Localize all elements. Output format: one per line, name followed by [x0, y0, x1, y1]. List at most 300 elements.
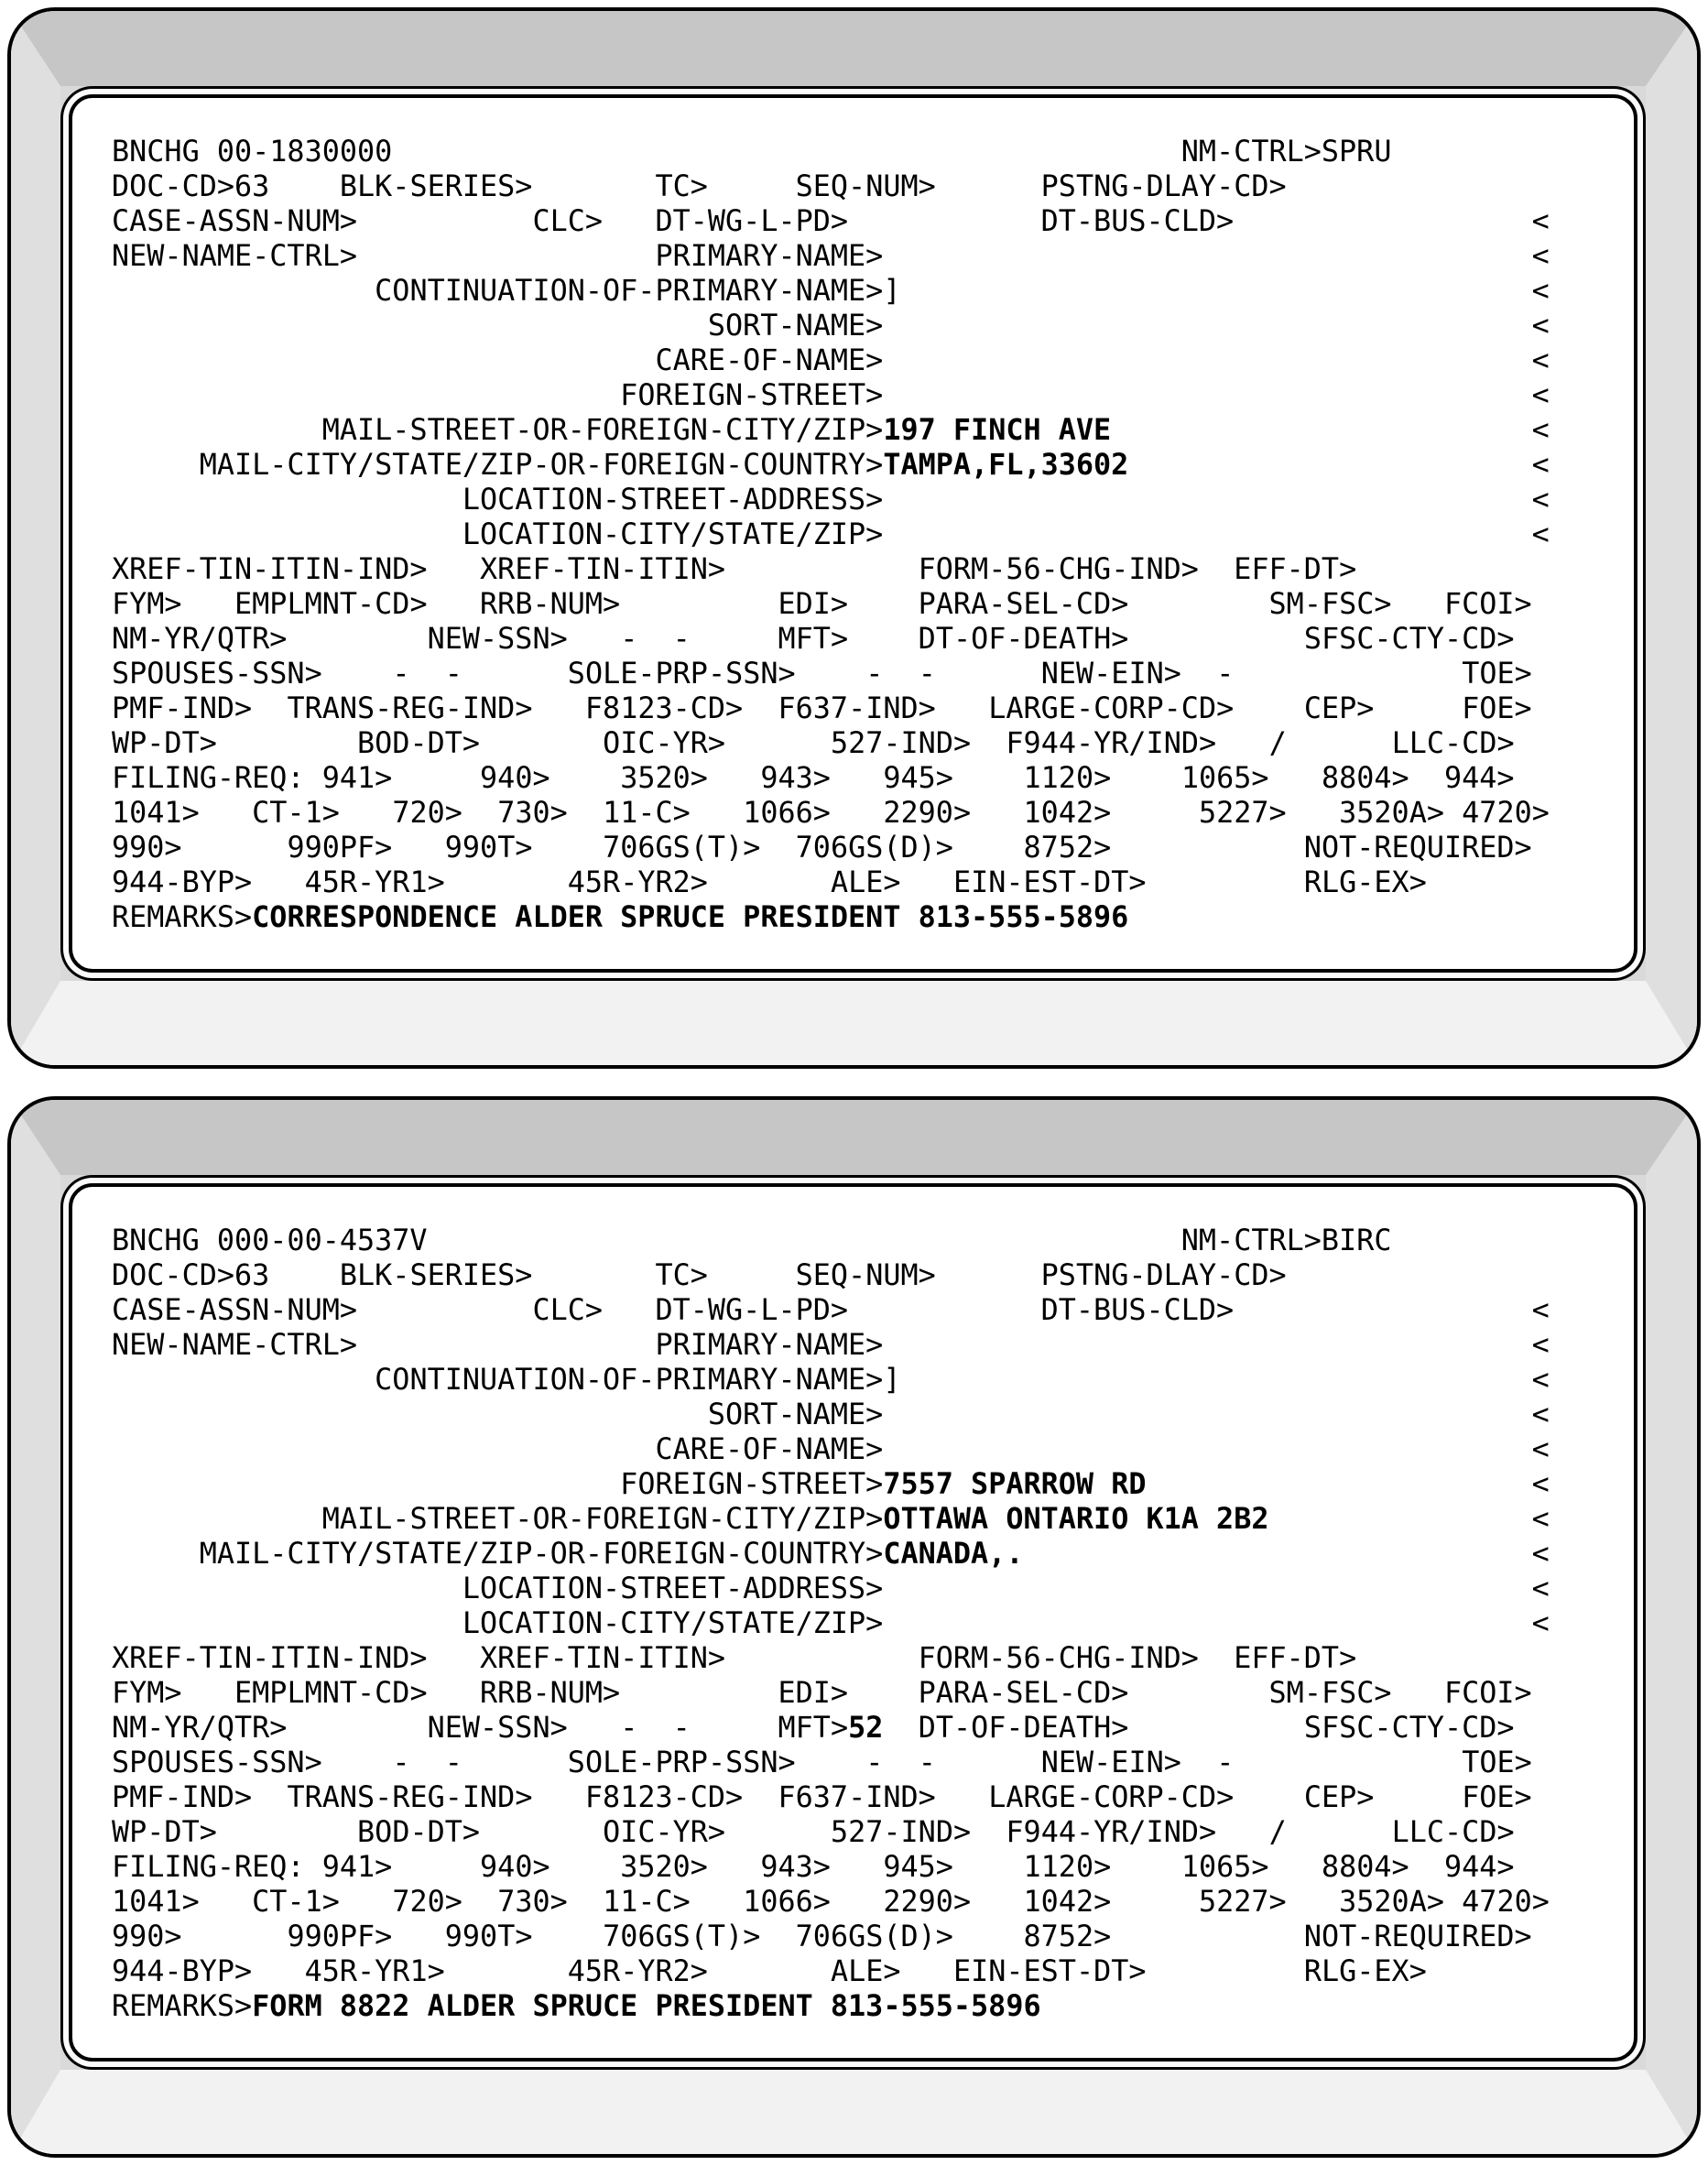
spacer: [532, 1780, 584, 1814]
field-label: ALE>: [830, 865, 901, 899]
field-label: -: [1216, 657, 1235, 691]
field-label: 4720>: [1462, 1885, 1550, 1919]
terminal-line: [112, 204, 1625, 239]
spacer: [708, 1954, 831, 1988]
spacer: [953, 1850, 1024, 1884]
spacer: [637, 1711, 672, 1745]
field-label: 3520>: [620, 1850, 708, 1884]
terminal-line: [112, 831, 1625, 865]
spacer: [1287, 726, 1392, 760]
terminal-line: [112, 1363, 1625, 1398]
spacer: [1128, 1676, 1268, 1710]
field-label: CEP>: [1303, 1780, 1375, 1814]
field-label: LOCATION-STREET-ADDRESS>: [462, 483, 884, 517]
field-label: NOT-REQUIRED>: [1303, 831, 1532, 865]
spacer: [637, 622, 672, 656]
field-label: 941>: [321, 761, 393, 795]
field-label: OIC-YR>: [603, 1815, 726, 1849]
spacer: [182, 1920, 288, 1953]
field-label: SORT-NAME>: [707, 1398, 884, 1431]
field-label: SPOUSES-SSN>: [112, 1746, 322, 1779]
field-label: XREF-TIN-ITIN>: [480, 1641, 726, 1675]
field-label: 2290>: [883, 796, 972, 830]
field-label: REMARKS>: [112, 1989, 253, 2023]
field-label: XREF-TIN-ITIN-IND>: [112, 552, 428, 586]
spacer: [392, 761, 480, 795]
terminal-line: [112, 483, 1625, 517]
spacer: [971, 796, 1023, 830]
terminal-line: [112, 378, 1625, 413]
field-label: <: [1531, 1432, 1550, 1466]
spacer: [603, 204, 655, 238]
spacer: [532, 691, 584, 725]
field-value: 7557 SPARROW RD: [883, 1467, 1147, 1501]
spacer: [112, 378, 620, 412]
field-label: -: [444, 1746, 462, 1779]
spacer: [1287, 796, 1339, 830]
field-label: NEW-EIN>: [1040, 657, 1181, 691]
field-label: BLK-SERIES>: [339, 1258, 533, 1292]
field-label: 1120>: [1023, 761, 1112, 795]
spacer: [725, 726, 831, 760]
spacer: [1199, 1641, 1234, 1675]
terminal-line: [112, 1293, 1625, 1328]
spacer: [1147, 1954, 1304, 1988]
spacer: [1111, 831, 1304, 865]
spacer: [112, 274, 375, 308]
field-label: 1065>: [1180, 761, 1269, 795]
field-label: -: [620, 622, 638, 656]
field-label: 3520A>: [1339, 796, 1444, 830]
terminal-line: [112, 587, 1625, 622]
spacer: [901, 865, 953, 899]
spacer: [883, 657, 918, 691]
spacer: [1269, 761, 1322, 795]
spacer: [760, 1920, 795, 1953]
spacer: [708, 865, 831, 899]
terminal-line: [112, 274, 1625, 309]
spacer: [182, 1676, 234, 1710]
spacer: [708, 1850, 760, 1884]
spacer: [936, 1780, 988, 1814]
spacer: [971, 1885, 1023, 1919]
spacer: [462, 657, 568, 691]
field-label: <: [1531, 1328, 1550, 1362]
spacer: [462, 1746, 568, 1779]
field-label: 8804>: [1321, 761, 1409, 795]
terminal-line: [112, 691, 1625, 726]
field-label: BNCHG 00-1830000: [112, 135, 393, 169]
field-label: -: [1216, 1746, 1235, 1779]
field-label: /: [1268, 726, 1287, 760]
field-label: <: [1531, 1467, 1550, 1501]
field-label: -: [865, 657, 884, 691]
spacer: [848, 1676, 919, 1710]
field-value: TAMPA,FL,33602: [883, 448, 1129, 482]
field-label: 8804>: [1321, 1850, 1409, 1884]
field-label: EIN-EST-DT>: [952, 865, 1147, 899]
field-label: CEP>: [1303, 691, 1375, 725]
field-label: REMARKS>: [112, 900, 253, 934]
field-label: SM-FSC>: [1268, 587, 1392, 621]
spacer: [480, 1815, 603, 1849]
terminal-text-top[interactable]: [112, 135, 1625, 935]
field-label: SOLE-PRP-SSN>: [567, 657, 796, 691]
terminal-line: [112, 761, 1625, 796]
field-label: 45R-YR1>: [304, 1954, 445, 1988]
field-label: LOCATION-STREET-ADDRESS>: [462, 1572, 884, 1605]
terminal-line: [112, 1780, 1625, 1815]
field-label: MAIL-CITY/STATE/ZIP-OR-FOREIGN-COUNTRY>: [199, 1537, 884, 1571]
field-label: FOE>: [1462, 691, 1532, 725]
spacer: [428, 1676, 480, 1710]
field-label: EDI>: [778, 1676, 849, 1710]
spacer: [1199, 552, 1234, 586]
field-label: 990T>: [444, 1920, 533, 1953]
spacer: [953, 1920, 1024, 1953]
field-label: -: [918, 657, 936, 691]
field-label: 990>: [112, 1920, 182, 1953]
field-label: FILING-REQ:: [112, 761, 305, 795]
spacer: [953, 831, 1024, 865]
field-label: <: [1531, 1363, 1550, 1397]
field-label: -: [392, 1746, 410, 1779]
field-label: RRB-NUM>: [480, 1676, 621, 1710]
field-label: MFT>: [778, 622, 849, 656]
spacer: [112, 1606, 462, 1640]
field-label: <: [1531, 413, 1550, 447]
terminal-line: [112, 1502, 1625, 1537]
terminal-text-bottom[interactable]: [112, 1224, 1625, 2024]
spacer: [532, 1258, 655, 1292]
spacer: [1181, 1746, 1216, 1779]
spacer: [708, 761, 760, 795]
field-label: 1041>: [112, 796, 200, 830]
spacer: [112, 1502, 322, 1536]
spacer: [883, 343, 1531, 377]
spacer: [409, 1746, 444, 1779]
field-label: WP-DT>: [112, 726, 217, 760]
spacer: [691, 796, 743, 830]
spacer: [691, 1885, 743, 1919]
field-label: 1041>: [112, 1885, 200, 1919]
spacer: [1269, 1850, 1322, 1884]
field-label: MFT>: [778, 1711, 849, 1745]
field-label: 990T>: [444, 831, 533, 865]
spacer: [568, 1885, 603, 1919]
terminal-line: [112, 657, 1625, 691]
spacer: [620, 587, 778, 621]
terminal-screen-bottom: [69, 1183, 1637, 2062]
field-label: NM-CTRL>SPRU: [1180, 135, 1392, 169]
field-label: 940>: [480, 1850, 550, 1884]
spacer: [462, 1885, 497, 1919]
terminal-line: [112, 1572, 1625, 1606]
spacer: [901, 1954, 953, 1988]
field-label: 527-IND>: [830, 1815, 972, 1849]
terminal-screen-top: [69, 94, 1637, 973]
spacer: [883, 517, 1531, 551]
spacer: [796, 657, 866, 691]
field-label: RLG-EX>: [1303, 1954, 1427, 1988]
field-label: -: [672, 1711, 691, 1745]
spacer: [200, 796, 252, 830]
field-label: 45R-YR2>: [567, 865, 708, 899]
terminal-line: [112, 1467, 1625, 1502]
spacer: [936, 1258, 1041, 1292]
spacer: [428, 1641, 480, 1675]
spacer: [900, 1363, 1531, 1397]
terminal-line: [112, 900, 1625, 935]
spacer: [200, 1885, 252, 1919]
spacer: [1111, 1920, 1304, 1953]
field-label: SPOUSES-SSN>: [112, 657, 322, 691]
field-label: -: [444, 657, 462, 691]
field-label: 11-C>: [603, 1885, 691, 1919]
terminal-line: [112, 1850, 1625, 1885]
field-label: EDI>: [778, 587, 849, 621]
field-label: BOD-DT>: [357, 1815, 481, 1849]
field-label: -: [620, 1711, 638, 1745]
spacer: [340, 796, 392, 830]
crt-monitor-top: [7, 7, 1701, 1069]
field-label: PSTNG-DLAY-CD>: [1040, 169, 1287, 203]
field-label: TC>: [655, 169, 708, 203]
terminal-line: [112, 1328, 1625, 1363]
terminal-line: [112, 448, 1625, 483]
spacer: [971, 726, 1006, 760]
terminal-line: [112, 1885, 1625, 1920]
field-label: PSTNG-DLAY-CD>: [1040, 1258, 1287, 1292]
spacer: [620, 1676, 778, 1710]
spacer: [883, 239, 1531, 273]
field-label: FILING-REQ:: [112, 1850, 305, 1884]
spacer: [1287, 1885, 1339, 1919]
spacer: [340, 1885, 392, 1919]
spacer: [532, 831, 603, 865]
spacer: [445, 1954, 568, 1988]
field-label: <: [1531, 1293, 1550, 1327]
field-label: MAIL-STREET-OR-FOREIGN-CITY/ZIP>: [321, 413, 884, 447]
field-label: <: [1531, 483, 1550, 517]
spacer: [287, 622, 427, 656]
terminal-line: [112, 726, 1625, 761]
field-label: PMF-IND>: [112, 691, 253, 725]
spacer: [357, 239, 655, 273]
spacer: [708, 169, 796, 203]
field-label: F8123-CD>: [584, 1780, 744, 1814]
terminal-line: [112, 796, 1625, 831]
field-value: 197 FINCH AVE: [883, 413, 1112, 447]
field-label: LARGE-CORP-CD>: [988, 1780, 1235, 1814]
field-label: EFF-DT>: [1234, 552, 1357, 586]
field-label: XREF-TIN-ITIN-IND>: [112, 1641, 428, 1675]
field-label: 1042>: [1023, 1885, 1112, 1919]
field-label: F944-YR/IND>: [1006, 726, 1217, 760]
spacer: [883, 309, 1531, 343]
terminal-line: [112, 552, 1625, 587]
field-label: RLG-EX>: [1303, 865, 1427, 899]
field-label: 944-BYP>: [112, 865, 253, 899]
field-label: NEW-NAME-CTRL>: [112, 239, 358, 273]
field-label: DT-OF-DEATH>: [918, 622, 1129, 656]
terminal-line: [112, 1606, 1625, 1641]
spacer: [1128, 1711, 1303, 1745]
spacer: [112, 1572, 462, 1605]
spacer: [217, 1815, 357, 1849]
spacer: [971, 1815, 1006, 1849]
spacer: [550, 761, 621, 795]
field-label: 706GS(T)>: [603, 1920, 761, 1953]
terminal-line: [112, 1537, 1625, 1572]
spacer: [691, 622, 778, 656]
spacer: [1111, 413, 1531, 447]
field-label: OIC-YR>: [603, 726, 726, 760]
field-label: <: [1531, 239, 1550, 273]
spacer: [883, 1572, 1531, 1605]
field-label: 943>: [760, 761, 831, 795]
field-label: RRB-NUM>: [480, 587, 621, 621]
spacer: [269, 169, 340, 203]
field-label: EMPLMNT-CD>: [234, 1676, 428, 1710]
spacer: [848, 587, 919, 621]
spacer: [305, 761, 322, 795]
field-label: DT-BUS-CLD>: [1040, 204, 1235, 238]
field-label: 8752>: [1023, 831, 1112, 865]
spacer: [883, 1328, 1531, 1362]
spacer: [428, 1224, 1181, 1257]
field-label: TOE>: [1462, 1746, 1532, 1779]
field-label: FYM>: [112, 1676, 182, 1710]
field-label: FCOI>: [1443, 1676, 1532, 1710]
spacer: [357, 204, 532, 238]
field-label: PARA-SEL-CD>: [918, 1676, 1129, 1710]
field-label: NEW-NAME-CTRL>: [112, 1328, 358, 1362]
field-label: CONTINUATION-OF-PRIMARY-NAME>]: [375, 1363, 901, 1397]
spacer: [112, 448, 200, 482]
spacer: [428, 552, 480, 586]
spacer: [322, 657, 393, 691]
field-label: 945>: [883, 761, 953, 795]
field-label: <: [1531, 1537, 1550, 1571]
field-label: LARGE-CORP-CD>: [988, 691, 1235, 725]
field-label: MAIL-STREET-OR-FOREIGN-CITY/ZIP>: [321, 1502, 884, 1536]
field-label: SFSC-CTY-CD>: [1303, 622, 1515, 656]
spacer: [848, 204, 1041, 238]
spacer: [1234, 691, 1304, 725]
field-label: EIN-EST-DT>: [952, 1954, 1147, 1988]
field-label: BLK-SERIES>: [339, 169, 533, 203]
field-label: <: [1531, 378, 1550, 412]
spacer: [883, 1746, 918, 1779]
spacer: [112, 343, 655, 377]
terminal-line: [112, 517, 1625, 552]
field-label: 706GS(D)>: [795, 1920, 953, 1953]
spacer: [112, 413, 322, 447]
field-label: <: [1531, 274, 1550, 308]
field-label: DT-WG-L-PD>: [655, 1293, 849, 1327]
spacer: [392, 831, 444, 865]
field-label: NEW-SSN>: [427, 1711, 568, 1745]
spacer: [305, 1850, 322, 1884]
field-label: 3520A>: [1339, 1885, 1444, 1919]
spacer: [112, 309, 708, 343]
field-label: PMF-IND>: [112, 1780, 253, 1814]
field-label: PRIMARY-NAME>: [655, 239, 884, 273]
spacer: [568, 796, 603, 830]
field-label: NEW-EIN>: [1040, 1746, 1181, 1779]
spacer: [1234, 204, 1531, 238]
field-label: CT-1>: [252, 796, 340, 830]
field-label: FORM-56-CHG-IND>: [918, 1641, 1199, 1675]
spacer: [392, 1920, 444, 1953]
field-label: 706GS(T)>: [603, 831, 761, 865]
spacer: [1128, 448, 1531, 482]
spacer: [1374, 1780, 1462, 1814]
field-label: LLC-CD>: [1391, 726, 1515, 760]
spacer: [568, 622, 620, 656]
field-label: -: [918, 1746, 936, 1779]
terminal-line: [112, 622, 1625, 657]
spacer: [532, 1920, 603, 1953]
field-label: 5227>: [1198, 1885, 1287, 1919]
field-label: SM-FSC>: [1268, 1676, 1392, 1710]
field-label: EMPLMNT-CD>: [234, 587, 428, 621]
field-label: CLC>: [532, 1293, 604, 1327]
field-label: TC>: [655, 1258, 708, 1292]
spacer: [112, 1467, 620, 1501]
spacer: [252, 1780, 287, 1814]
field-label: TRANS-REG-IND>: [287, 1780, 533, 1814]
terminal-line: [112, 169, 1625, 204]
field-label: 720>: [392, 1885, 462, 1919]
spacer: [1111, 1850, 1181, 1884]
spacer: [883, 1711, 918, 1745]
spacer: [269, 1258, 340, 1292]
terminal-line: [112, 1746, 1625, 1780]
terminal-line: [112, 1954, 1625, 1989]
terminal-line: [112, 135, 1625, 169]
field-label: CLC>: [532, 204, 604, 238]
field-label: DT-OF-DEATH>: [918, 1711, 1129, 1745]
spacer: [1234, 657, 1462, 691]
spacer: [900, 274, 1531, 308]
spacer: [831, 761, 883, 795]
field-label: NM-YR/QTR>: [112, 1711, 288, 1745]
field-label: <: [1531, 1398, 1550, 1431]
spacer: [796, 1746, 866, 1779]
field-label: FOREIGN-STREET>: [620, 378, 884, 412]
spacer: [409, 657, 444, 691]
terminal-line: [112, 865, 1625, 900]
field-label: <: [1531, 1606, 1550, 1640]
field-label: WP-DT>: [112, 1815, 217, 1849]
field-label: MAIL-CITY/STATE/ZIP-OR-FOREIGN-COUNTRY>: [199, 448, 884, 482]
field-label: -: [392, 657, 410, 691]
spacer: [1111, 796, 1199, 830]
field-value: 52: [848, 1711, 884, 1745]
spacer: [1234, 1293, 1531, 1327]
field-label: <: [1531, 343, 1550, 377]
spacer: [1023, 1537, 1531, 1571]
spacer: [357, 1328, 655, 1362]
field-label: -: [672, 622, 691, 656]
field-label: 944>: [1443, 1850, 1515, 1884]
terminal-line: [112, 413, 1625, 448]
field-label: 706GS(D)>: [795, 831, 953, 865]
spacer: [112, 1363, 375, 1397]
field-label: <: [1531, 309, 1550, 343]
